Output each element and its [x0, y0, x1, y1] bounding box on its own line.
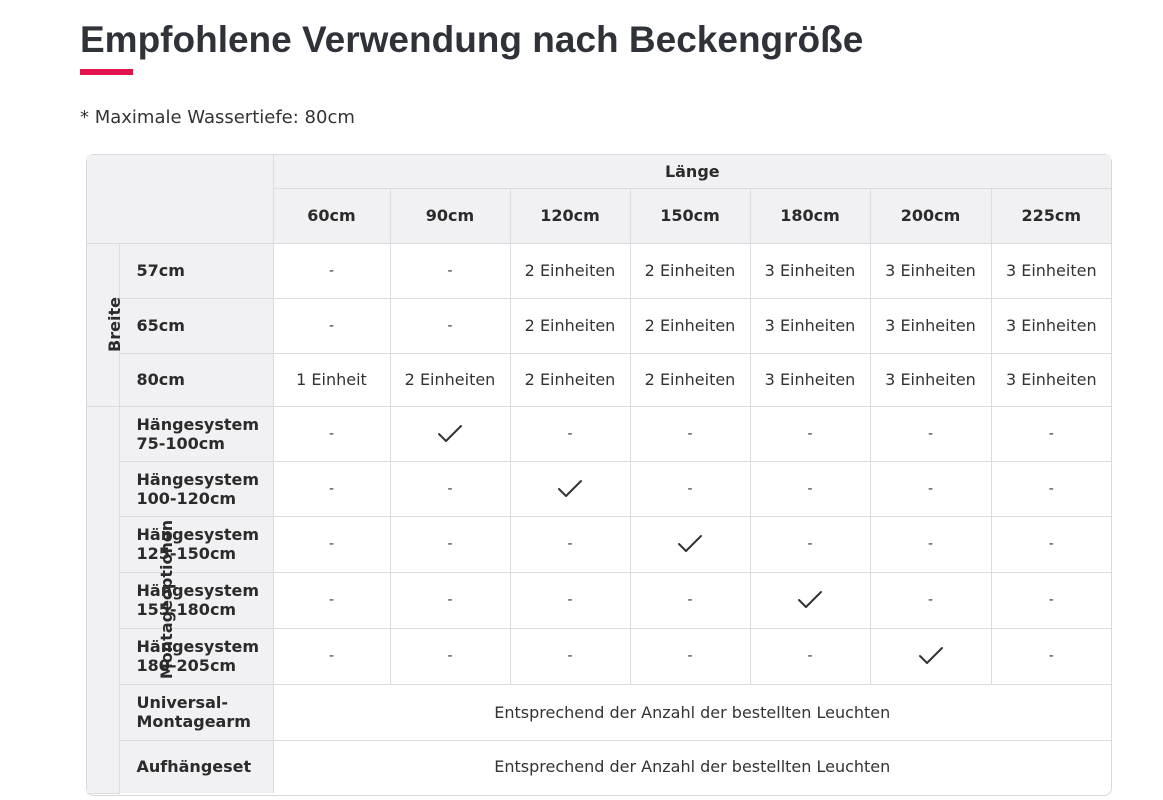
length-header-cell: 180cm [750, 188, 870, 243]
mount-check-cell [750, 572, 870, 628]
mount-dash-cell: - [510, 516, 630, 572]
width-row-label: 65cm [119, 298, 273, 353]
width-cell: 2 Einheiten [390, 353, 510, 406]
mount-dash-cell: - [991, 572, 1111, 628]
length-header-cell: 225cm [991, 188, 1111, 243]
width-cell: 3 Einheiten [750, 243, 870, 298]
mount-row [87, 406, 1111, 461]
width-cell: 3 Einheiten [870, 243, 991, 298]
mount-dash-cell: - [273, 628, 390, 684]
row-header-line: Montagearm [136, 712, 251, 731]
width-row-label: 80cm [119, 353, 273, 406]
mount-dash-cell: - [510, 572, 630, 628]
mount-dash-cell: - [750, 628, 870, 684]
length-header-cell: 200cm [870, 188, 991, 243]
water-depth-note: * Maximale Wassertiefe: 80cm [80, 107, 355, 128]
universal-arm-text: Entsprechend der Anzahl der bestellten Leuchten [273, 684, 1111, 740]
title-accent-bar [80, 69, 133, 75]
row-header [119, 628, 273, 684]
row-header-line: Hängesystem [136, 637, 260, 656]
width-cell: 2 Einheiten [630, 243, 750, 298]
length-header-cell: 60cm [273, 188, 390, 243]
mount-row [87, 572, 1111, 628]
row-header [119, 406, 273, 461]
width-row-label: 57cm [119, 243, 273, 298]
mount-check-cell [870, 628, 991, 684]
mount-dash-cell: - [630, 406, 750, 461]
width-cell: - [390, 298, 510, 353]
checkmark-icon [677, 534, 703, 554]
row-header [119, 684, 273, 740]
mount-dash-cell: - [870, 461, 991, 516]
row-header-line: Hängesystem [136, 414, 260, 434]
length-header-cell: 90cm [390, 188, 510, 243]
mount-dash-cell: - [991, 516, 1111, 572]
row-header [119, 572, 273, 628]
mount-check-cell [390, 406, 510, 461]
row-header-line: 180-205cm [136, 656, 237, 675]
width-cell: 2 Einheiten [630, 353, 750, 406]
table-corner-cell [87, 155, 273, 243]
width-cell: - [390, 243, 510, 298]
mount-row [87, 461, 1111, 516]
row-header-line: 100-120cm [136, 488, 237, 508]
row-header-line: Hängesystem [136, 525, 260, 544]
row-header-line: Universal- [136, 693, 228, 712]
width-cell: 2 Einheiten [510, 298, 630, 353]
universal-arm-row [87, 684, 1111, 740]
mount-dash-cell: - [750, 406, 870, 461]
mount-dash-cell: - [870, 572, 991, 628]
mount-dash-cell: - [991, 628, 1111, 684]
width-row [87, 353, 1111, 406]
width-row [87, 298, 1111, 353]
mount-dash-cell: - [510, 628, 630, 684]
mount-group-label: Montageoptionen [157, 519, 177, 680]
mount-check-cell [510, 461, 630, 516]
width-row [87, 243, 1111, 298]
width-cell: 3 Einheiten [870, 298, 991, 353]
length-header-cell: 120cm [510, 188, 630, 243]
mount-dash-cell: - [870, 516, 991, 572]
mount-dash-cell: - [273, 406, 390, 461]
width-cell: 3 Einheiten [991, 298, 1111, 353]
mount-dash-cell: - [870, 406, 991, 461]
mount-dash-cell: - [750, 516, 870, 572]
mount-dash-cell: - [390, 516, 510, 572]
row-header-line: Hängesystem [136, 469, 260, 489]
width-cell: 2 Einheiten [630, 298, 750, 353]
mount-row [87, 516, 1111, 572]
length-header-cell: 150cm [630, 188, 750, 243]
width-cell: 3 Einheiten [750, 353, 870, 406]
mount-dash-cell: - [273, 461, 390, 516]
length-header-row [87, 155, 1111, 188]
width-cell: 1 Einheit [273, 353, 390, 406]
width-cell: - [273, 243, 390, 298]
mount-group-label-cell [87, 406, 177, 793]
mount-check-cell [630, 516, 750, 572]
row-header [119, 461, 273, 516]
width-cell: 3 Einheiten [991, 353, 1111, 406]
checkmark-icon [918, 646, 944, 666]
mount-row [87, 628, 1111, 684]
mount-dash-cell: - [273, 572, 390, 628]
usage-table-body [87, 155, 1111, 793]
width-cell: 3 Einheiten [750, 298, 870, 353]
mount-dash-cell: - [991, 461, 1111, 516]
checkmark-icon [557, 479, 583, 499]
checkmark-icon [437, 424, 463, 444]
mount-dash-cell: - [390, 628, 510, 684]
usage-table [87, 155, 1111, 794]
width-cell: 2 Einheiten [510, 243, 630, 298]
row-header-line: 75-100cm [136, 433, 225, 453]
mount-dash-cell: - [390, 461, 510, 516]
row-header-line: 155-180cm [136, 600, 237, 619]
mount-dash-cell: - [991, 406, 1111, 461]
page-title: Empfohlene Verwendung nach Beckengröße [80, 19, 864, 60]
usage-table-container [86, 154, 1112, 796]
width-cell: 3 Einheiten [870, 353, 991, 406]
suspension-set-row [87, 740, 1111, 793]
width-group-label-cell [87, 243, 124, 406]
mount-dash-cell: - [630, 572, 750, 628]
mount-dash-cell: - [750, 461, 870, 516]
mount-dash-cell: - [510, 406, 630, 461]
row-header-line: 125-150cm [136, 544, 237, 563]
row-header-line: Hängesystem [136, 581, 260, 600]
suspension-set-text: Entsprechend der Anzahl der bestellten Leuchten [273, 740, 1111, 793]
suspension-set-label: Aufhängeset [119, 740, 273, 793]
width-cell: - [273, 298, 390, 353]
width-cell: 3 Einheiten [991, 243, 1111, 298]
width-cell: 2 Einheiten [510, 353, 630, 406]
width-group-label: Breite [104, 297, 124, 352]
mount-dash-cell: - [390, 572, 510, 628]
length-header: Länge [273, 155, 1111, 188]
mount-dash-cell: - [273, 516, 390, 572]
checkmark-icon [797, 590, 823, 610]
row-header [119, 516, 273, 572]
mount-dash-cell: - [630, 461, 750, 516]
mount-dash-cell: - [630, 628, 750, 684]
